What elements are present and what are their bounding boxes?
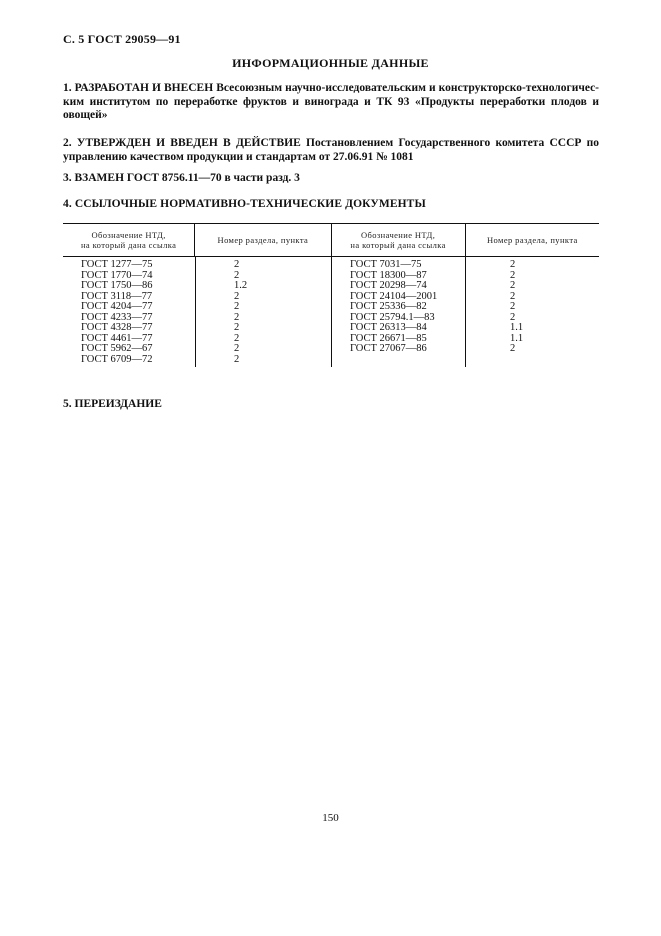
item-replaces bbox=[63, 172, 599, 186]
item-references-heading bbox=[63, 198, 599, 212]
table-cell-section: 2 bbox=[510, 280, 516, 291]
table-cell-document: ГОСТ 1750—86 bbox=[81, 280, 153, 291]
table-cell-document: ГОСТ 4328—77 bbox=[81, 322, 153, 333]
table-cell-document: ГОСТ 26313—84 bbox=[350, 322, 427, 333]
item-approved bbox=[63, 137, 599, 164]
item-number: 1. bbox=[63, 82, 72, 94]
table-cell-section: 2 bbox=[234, 332, 240, 344]
table-cell-section: 2 bbox=[234, 343, 240, 354]
table-cell-document: ГОСТ 24104—2001 bbox=[350, 290, 438, 302]
table-cell-section: 2 bbox=[234, 269, 240, 281]
table-cell-document: ГОСТ 5962—67 bbox=[81, 343, 153, 354]
table-cell-document: ГОСТ 6709—72 bbox=[81, 353, 153, 365]
table-cell-section: 2 bbox=[510, 301, 516, 312]
item-lead: УТВЕРЖДЕН И ВВЕДЕН В ДЕЙСТВИЕ bbox=[76, 137, 301, 149]
table-cell-section: 2 bbox=[510, 311, 516, 323]
table-cell-document: ГОСТ 7031—75 bbox=[350, 259, 422, 270]
header-ntd-right bbox=[331, 224, 465, 256]
reference-table bbox=[63, 223, 599, 367]
column-left-sections bbox=[195, 257, 331, 367]
table-cell-section: 1.1 bbox=[510, 332, 524, 344]
header-section-left: Номер раздела, пункта bbox=[194, 224, 330, 256]
table-cell-document: ГОСТ 3118—77 bbox=[81, 290, 153, 302]
item-lead: ПЕРЕИЗДАНИЕ bbox=[74, 398, 162, 410]
table-cell-document: ГОСТ 18300—87 bbox=[350, 269, 427, 281]
table-cell-section: 2 bbox=[234, 311, 240, 323]
item-number: 2. bbox=[63, 137, 72, 149]
page-title: ИНФОРМАЦИОННЫЕ ДАННЫЕ bbox=[232, 56, 429, 70]
table-cell-document: ГОСТ 4233—77 bbox=[81, 311, 153, 323]
table-cell-section: 2 bbox=[234, 301, 240, 312]
item-reissue bbox=[63, 398, 599, 412]
header-ntd-line2: на который дана ссылка bbox=[80, 240, 177, 250]
header-section-right: Номер раздела, пункта bbox=[465, 224, 599, 256]
header-ntd-left bbox=[63, 224, 194, 256]
page-number: 150 bbox=[322, 812, 339, 824]
table-cell-section: 1.2 bbox=[234, 280, 248, 291]
table-cell-section: 2 bbox=[510, 259, 516, 270]
header-ntd-line2: на который дана ссылка bbox=[350, 240, 446, 250]
table-cell-document: ГОСТ 27067—86 bbox=[350, 343, 427, 354]
table-cell-document: ГОСТ 1770—74 bbox=[81, 269, 153, 281]
table-cell-section: 2 bbox=[510, 269, 516, 281]
table-cell-document: ГОСТ 25336—82 bbox=[350, 301, 427, 312]
column-left-documents bbox=[63, 257, 195, 367]
item-text: Всесоюзным научно-исследовательским и конструкторско-технологичес-ким институтом по переработке фруктов и винограда и ТК 93 «Продукты переработки плодов и овощей» bbox=[63, 82, 600, 121]
table-cell-document: ГОСТ 4461—77 bbox=[81, 332, 153, 344]
table-cell-section: 2 bbox=[510, 343, 516, 354]
table-cell-document: ГОСТ 25794.1—83 bbox=[350, 311, 435, 323]
table-body bbox=[63, 257, 599, 367]
column-right-documents bbox=[331, 257, 465, 367]
item-number: 3. bbox=[63, 172, 72, 184]
running-head: С. 5 ГОСТ 29059—91 bbox=[63, 32, 181, 46]
header-ntd-line1: Обозначение НТД, bbox=[361, 230, 436, 240]
table-cell-section: 2 bbox=[234, 259, 240, 270]
item-developed-by bbox=[63, 82, 599, 123]
item-number: 5. bbox=[63, 398, 72, 410]
table-cell-section: 2 bbox=[234, 353, 240, 365]
item-number: 4. bbox=[63, 198, 72, 210]
table-cell-section: 2 bbox=[510, 290, 516, 302]
column-right-sections bbox=[465, 257, 599, 367]
header-ntd-line1: Обозначение НТД, bbox=[91, 230, 166, 240]
item-lead: ВЗАМЕН ГОСТ 8756.11—70 в части разд. 3 bbox=[74, 172, 300, 184]
table-cell-document: ГОСТ 4204—77 bbox=[81, 301, 153, 312]
table-cell-document: ГОСТ 1277—75 bbox=[81, 259, 153, 270]
table-cell-document: ГОСТ 26671—85 bbox=[350, 332, 427, 344]
table-cell-section: 1.1 bbox=[510, 322, 524, 333]
item-lead: РАЗРАБОТАН И ВНЕСЕН bbox=[74, 82, 214, 94]
table-cell-document: ГОСТ 20298—74 bbox=[350, 280, 427, 291]
table-cell-section: 2 bbox=[234, 322, 240, 333]
item-text: Постановлением Государственного комитета СССР по управлению качеством продукции и стандартам от 27.06.91 № 1081 bbox=[63, 137, 600, 163]
table-header bbox=[63, 224, 599, 257]
item-lead: ССЫЛОЧНЫЕ НОРМАТИВНО-ТЕХНИЧЕСКИЕ ДОКУМЕНТЫ bbox=[74, 198, 426, 210]
table-cell-section: 2 bbox=[234, 290, 240, 302]
